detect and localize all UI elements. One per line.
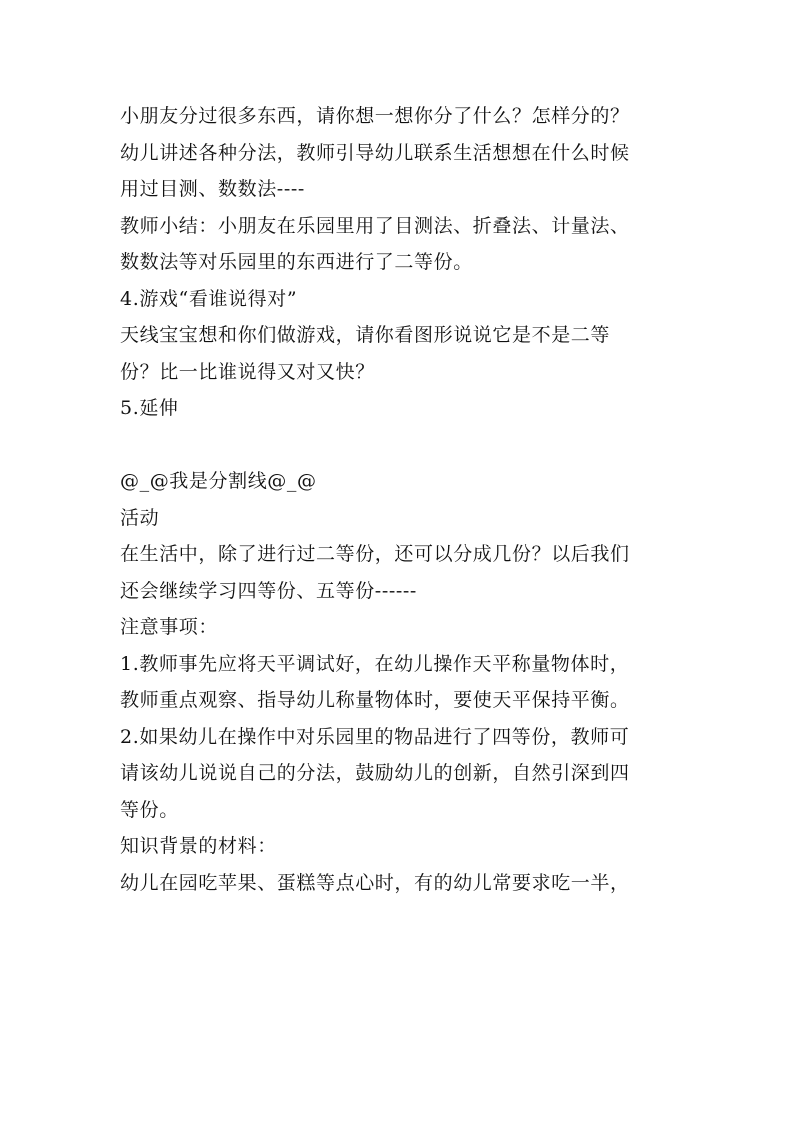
text-line: 用过目测、数数法---- xyxy=(120,178,305,200)
section-heading: 活动 xyxy=(120,506,160,529)
text-line: 幼儿在园吃苹果、蛋糕等点心时，有的幼儿常要求吃一半， xyxy=(120,871,630,894)
text-line: 还会继续学习四等份、五等份------ xyxy=(120,579,417,602)
text-line: 1.教师事先应将天平调试好，在幼儿操作天平称量物体时， xyxy=(120,652,630,675)
section-heading: 注意事项： xyxy=(120,616,219,638)
text-line: 数数法等对乐园里的东西进行了二等份。 xyxy=(120,251,473,273)
text-line: 2.如果幼儿在操作中对乐园里的物品进行了四等份，教师可 xyxy=(120,725,630,748)
text-line: 请该幼儿说说自己的分法，鼓励幼儿的创新，自然引深到四 xyxy=(120,762,630,784)
text-line: 份？比一比谁说得又对又快？ xyxy=(120,360,375,383)
section-heading: 4.游戏“看谁说得对” xyxy=(120,287,298,310)
divider-text: @_@我是分割线@_@ xyxy=(120,470,317,492)
text-line: 教师重点观察、指导幼儿称量物体时，要使天平保持平衡。 xyxy=(120,689,630,711)
document-body xyxy=(120,98,700,901)
section-heading: 知识背景的材料： xyxy=(120,835,277,857)
text-line: 小朋友分过很多东西，请你想一想你分了什么？怎样分的？ xyxy=(120,105,630,127)
text-line: 等份。 xyxy=(120,798,179,821)
text-line: 教师小结：小朋友在乐园里用了目测法、折叠法、计量法、 xyxy=(120,214,630,237)
text-line: 在生活中，除了进行过二等份，还可以分成几份？以后我们 xyxy=(120,543,630,565)
text-line: 天线宝宝想和你们做游戏，请你看图形说说它是不是二等 xyxy=(120,324,611,346)
section-heading: 5.延伸 xyxy=(120,397,179,419)
text-line: 幼儿讲述各种分法，教师引导幼儿联系生活想想在什么时候 xyxy=(120,141,630,164)
blank-line xyxy=(120,427,700,464)
